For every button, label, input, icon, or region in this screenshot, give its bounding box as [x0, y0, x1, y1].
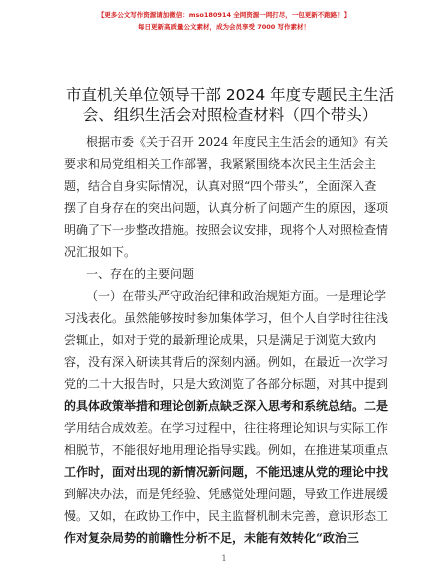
body-line: 况汇报如下。: [64, 245, 137, 259]
body-line: 的具体政策举措和理论创新点缺乏深入思考和系统总结。二是: [64, 399, 389, 413]
body-line: 作对复杂局势的前瞻性分析不足，未能有效转化“政治三: [64, 531, 359, 545]
promo-banner-line-1: 【更多公文写作资源请加微信：mso180914 全网资源一网打尽，一包更新不跑路！】: [97, 11, 351, 19]
document-title-line-2: 会、组织生活会对照检查材料（四个带头）: [82, 106, 378, 124]
document-title-line-1: 市直机关单位领导干部 2024 年度专题民主生活: [65, 86, 395, 104]
body-line: 学用结合成效差。在学习过程中，往往将理论知识与实际工作: [64, 421, 389, 435]
promo-banner-line-2: 每日更新高质量公文素材，成为会员享受 7000 写作素材！: [137, 23, 311, 31]
body-line: 明确了下一步整改措施。按照会议安排，现将个人对照检查情: [64, 223, 389, 237]
body-line: 习浅表化。虽然能够按时参加集体学习，但个人自学时往往浅: [64, 311, 389, 325]
body-line: 慢。又如，在政协工作中，民主监督机制未完善，意识形态工: [64, 509, 389, 523]
body-line: 根据市委《关于召开 2024 年度民主生活会的通知》有关: [86, 135, 389, 149]
page-number: 1: [221, 554, 227, 563]
body-line: 党的二十大报告时，只是大致浏览了各部分标题，对其中提到: [64, 377, 389, 391]
body-line: 题，结合自身实际情况，认真对照“四个带头”，全面深入查: [64, 179, 377, 193]
body-line: （一）在带头严守政治纪律和政治规矩方面。一是理论学: [86, 289, 387, 303]
body-line: 尝辄止，如对于党的最新理论成果，只是满足于浏览大致内: [64, 333, 377, 347]
body-line: 要求和局党组相关工作部署，我紧紧围绕本次民主生活会主: [64, 157, 377, 171]
body-line: 工作时，面对出现的新情况新问题，不能迅速从党的理论中找: [64, 465, 389, 479]
body-line: 相脱节，不能很好地用理论指导实践。例如，在推进某项重点: [64, 443, 389, 457]
section-heading: 一、存在的主要问题: [86, 267, 195, 281]
body-line: 到解决办法，而是凭经验、凭感觉处理问题，导致工作进展缓: [64, 487, 389, 501]
body-line: 容，没有深入研读其背后的深刻内涵。例如，在最近一次学习: [64, 355, 389, 369]
body-line: 摆了自身存在的突出问题，认真分析了问题产生的原因，逐项: [64, 201, 389, 215]
